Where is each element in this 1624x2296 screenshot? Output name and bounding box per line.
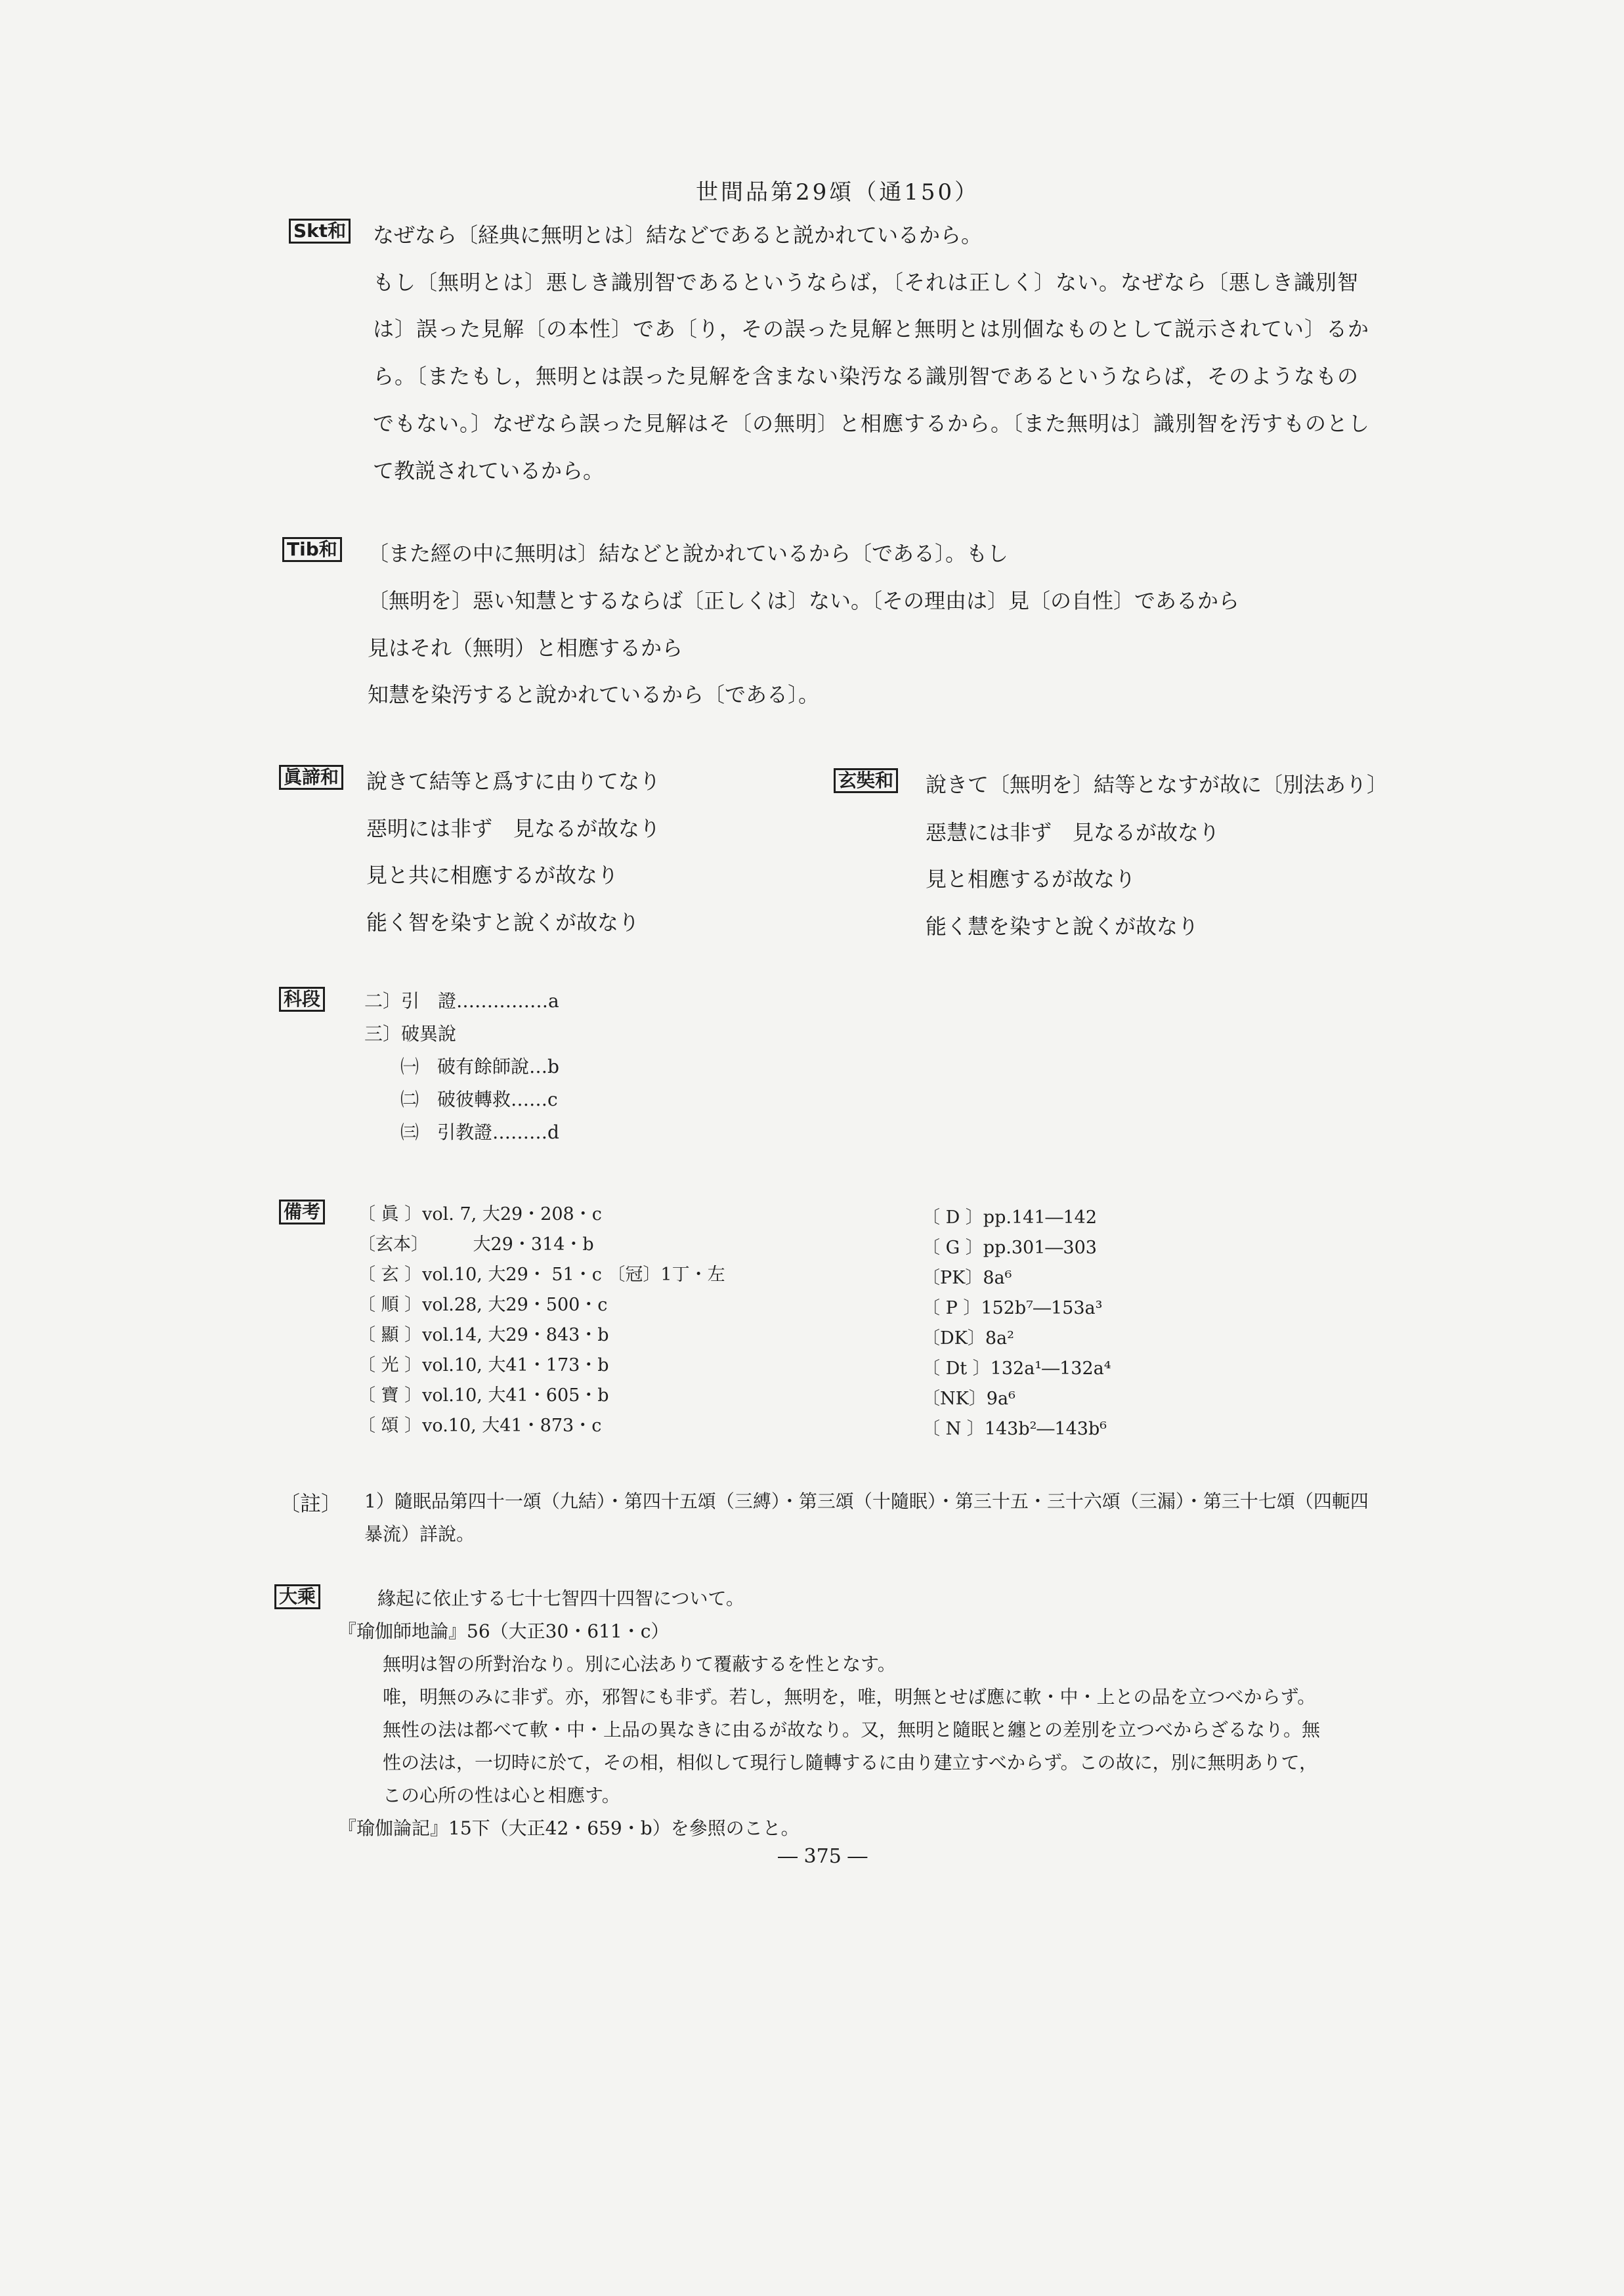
chu-tag: 〔註〕 xyxy=(279,1491,343,1516)
kadan-line: 三〕破異說 xyxy=(364,1023,457,1045)
kadan-sub: ㈡ 破彼轉救……c xyxy=(400,1089,558,1110)
genjo-line: 說きて〔無明を〕結等となすが故に〔別法あり〕 xyxy=(926,772,1388,797)
daijo-line: 『瑜伽師地論』56（大正30・611・c） xyxy=(338,1620,670,1642)
daijo-line: 緣起に依止する七十七智四十四智について。 xyxy=(377,1588,744,1609)
skt-line: もし〔無明とは〕悪しき識別智であるというならば，〔それは正しく〕ない。なぜなら〔悪しき識別智 xyxy=(373,270,1359,295)
kadan-tag: 科段 xyxy=(279,987,325,1012)
biko-right-ref: 〔 D 〕pp.141―142 xyxy=(922,1207,1098,1228)
biko-right-ref: 〔PK〕8a⁶ xyxy=(922,1268,1012,1288)
biko-left-ref: 〔 光 〕vol.10, 大41・173・b xyxy=(358,1355,609,1375)
shindai-line: 惡明には非ず 見なるが故なり xyxy=(366,816,661,841)
shindai-line: 能く智を染すと說くが故なり xyxy=(366,910,640,935)
genjo-line: 能く慧を染すと說くが故なり xyxy=(926,914,1199,939)
daijo-line: 唯，明無のみに非ず。亦，邪智にも非ず。若し，無明を，唯，明無とせば應に軟・中・上との品を立つべからず。 xyxy=(383,1686,1316,1708)
chu-line: 暴流）詳說。 xyxy=(364,1523,475,1545)
biko-right-ref: 〔DK〕8a² xyxy=(922,1328,1014,1349)
tib-line: 〔また經の中に無明は〕結などと說かれているから〔である〕。もし xyxy=(368,541,1009,566)
daijo-line: この心所の性は心と相應す。 xyxy=(383,1785,620,1806)
skt-tag: Skt和 xyxy=(289,219,351,244)
daijo-tag: 大乘 xyxy=(274,1584,320,1609)
kadan-sub: ㈠ 破有餘師說…b xyxy=(400,1056,559,1077)
biko-left-ref: 〔 寶 〕vol.10, 大41・605・b xyxy=(358,1385,609,1406)
biko-right-ref: 〔 P 〕152b⁷―153a³ xyxy=(922,1298,1103,1318)
biko-right-ref: 〔 N 〕143b²―143b⁶ xyxy=(922,1419,1107,1439)
daijo-line: 無明は智の所對治なり。別に心法ありて覆蔽するを性となす。 xyxy=(383,1653,896,1675)
shindai-tag: 眞諦和 xyxy=(279,765,343,790)
skt-line: て教説されているから。 xyxy=(373,458,605,483)
kadan-sub: ㈢ 引教證………d xyxy=(400,1121,559,1143)
biko-left-ref: 〔玄本〕 大29・314・b xyxy=(358,1234,594,1255)
kadan-line: 二〕引 證……………a xyxy=(364,990,559,1012)
page-number: ― 375 ― xyxy=(778,1845,868,1868)
biko-left-ref: 〔 玄 〕vol.10, 大29・ 51・c 〔冠〕1丁・左 xyxy=(358,1265,725,1285)
biko-left-ref: 〔 順 〕vol.28, 大29・500・c xyxy=(358,1295,608,1315)
biko-left-ref: 〔 頌 〕vo.10, 大41・873・c xyxy=(358,1416,602,1436)
page-title: 世間品第29頌（通150） xyxy=(696,179,980,206)
daijo-line: 無性の法は都べて軟・中・上品の異なきに由るが故なり。又，無明と隨眠と纏との差別を立つべからざるなり。無 xyxy=(383,1719,1321,1741)
biko-left-ref: 〔 顯 〕vol.14, 大29・843・b xyxy=(358,1325,609,1345)
tib-line: 知慧を染汚すると說かれているから〔である〕。 xyxy=(368,682,820,707)
genjo-tag: 玄奘和 xyxy=(834,768,898,793)
daijo-line: 性の法は，一切時に於て，その相，相似して現行し隨轉するに由り建立すべからず。この故に，別に無明ありて， xyxy=(383,1752,1318,1773)
skt-line: なぜなら〔経典に無明とは〕結などであると説かれているから。 xyxy=(373,223,983,248)
biko-tag: 備考 xyxy=(279,1200,325,1224)
skt-line: ら。〔またもし，無明とは誤った見解を含まない染汚なる識別智であるというならば，そのようなもの xyxy=(373,364,1359,389)
biko-right-ref: 〔 G 〕pp.301―303 xyxy=(922,1238,1097,1258)
biko-right-ref: 〔 Dt 〕132a¹―132a⁴ xyxy=(922,1358,1111,1379)
tib-line: 見はそれ（無明）と相應するから xyxy=(368,636,683,661)
shindai-line: 說きて結等と爲すに由りてなり xyxy=(366,769,661,794)
biko-left-ref: 〔 眞 〕vol. 7, 大29・208・c xyxy=(358,1204,602,1224)
biko-right-ref: 〔NK〕9a⁶ xyxy=(922,1389,1015,1409)
genjo-line: 見と相應するが故なり xyxy=(926,867,1136,892)
chu-line: 1）隨眠品第四十一頌（九結）・第四十五頌（三縛）・第三頌（十隨眠）・第三十五・三十六頌（三漏）・第三十七頌（四軛四 xyxy=(364,1490,1369,1512)
tib-tag: Tib和 xyxy=(282,537,342,562)
skt-line: でもない。〕なぜなら誤った見解はそ〔の無明〕と相應するから。〔また無明は〕識別智を汚すものとし xyxy=(373,411,1371,436)
genjo-line: 惡慧には非ず 見なるが故なり xyxy=(926,820,1220,845)
skt-line: は〕誤った見解〔の本性〕であ〔り，その誤った見解と無明とは別個なものとして説示されてい〕るか xyxy=(373,316,1370,341)
daijo-line: 『瑜伽論記』15下（大正42・659・b）を參照のこと。 xyxy=(338,1817,800,1839)
shindai-line: 見と共に相應するが故なり xyxy=(366,863,619,888)
tib-line: 〔無明を〕惡い知慧とするならば〔正しくは〕ない。〔その理由は〕見〔の自性〕であるから xyxy=(368,588,1240,613)
